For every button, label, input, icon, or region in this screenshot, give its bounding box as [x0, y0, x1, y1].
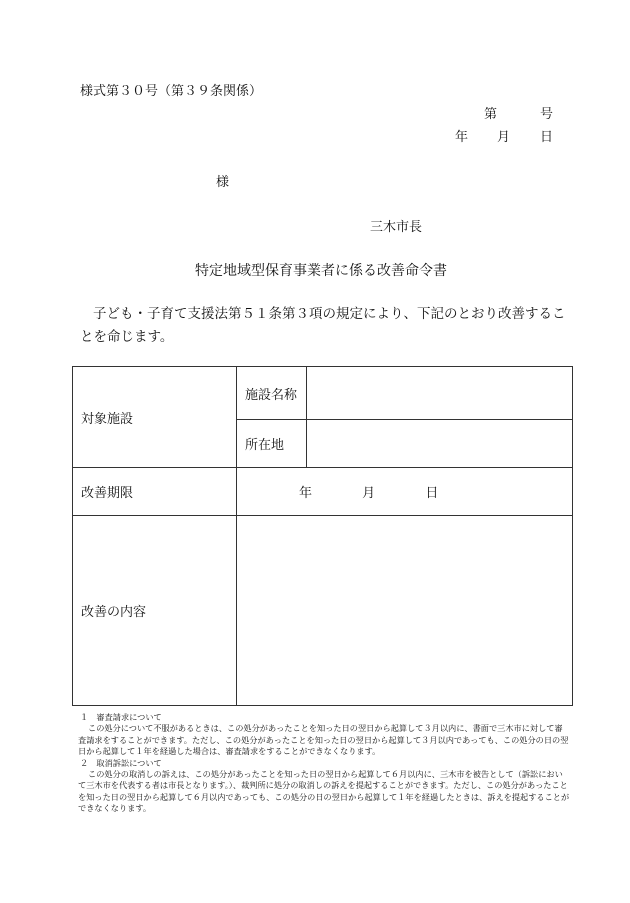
location-value — [307, 420, 573, 468]
deadline-day: 日 — [425, 486, 439, 501]
date-year: 年 — [455, 130, 469, 145]
number-prefix: 第 — [484, 107, 498, 122]
content-label: 改善の内容 — [73, 516, 237, 706]
deadline-label: 改善期限 — [73, 468, 237, 516]
date-day: 日 — [540, 130, 554, 145]
deadline-value — [237, 468, 573, 516]
number-suffix: 号 — [540, 107, 554, 122]
notes-section — [78, 712, 570, 815]
lawsuit-text: この処分の取消しの訴えは、この処分があったことを知った日の翌日から起算して６月以内に、三木市を被告として（訴訟において三木市を代表する者は市長となります。）、裁判所に処分の取消しの訴えを提起することができます。ただし、この処分があったことを知った日の翌日から起算して６月以内であっても、この処分の日の翌日から起算して１年を経過したときは、訴えを提起することができなくなります。 — [78, 769, 570, 814]
order-table — [72, 366, 573, 706]
lawsuit-heading: ２ 取消訴訟について — [80, 757, 162, 768]
addressee-honorific: 様 — [216, 175, 230, 190]
target-facility-label: 対象施設 — [73, 367, 237, 468]
facility-name-label: 施設名称 — [237, 367, 307, 420]
issuer: 三木市長 — [370, 220, 423, 235]
deadline-month: 月 — [362, 486, 376, 501]
facility-name-value — [307, 367, 573, 420]
date-month: 月 — [497, 130, 511, 145]
deadline-year: 年 — [299, 486, 313, 501]
body-text: 子ども・子育て支援法第５１条第３項の規定により、下記のとおり改善することを命じます。 — [80, 306, 566, 345]
content-value — [237, 516, 573, 706]
review-text: この処分について不服があるときは、この処分があったことを知った日の翌日から起算して３月以内に、書面で三木市に対して審査請求をすることができます。ただし、この処分があったことを知った日の翌日から起算して３月以内であっても、この処分の日の翌日から起算して１年を経過した場合は、審査請求をすることができなくなります。 — [78, 723, 569, 757]
review-heading: １ 審査請求について — [80, 712, 162, 722]
location-label: 所在地 — [237, 420, 307, 468]
form-number: 様式第３０号（第３９条関係） — [80, 84, 263, 99]
document-title: 特定地域型保育事業者に係る改善命令書 — [195, 263, 447, 279]
